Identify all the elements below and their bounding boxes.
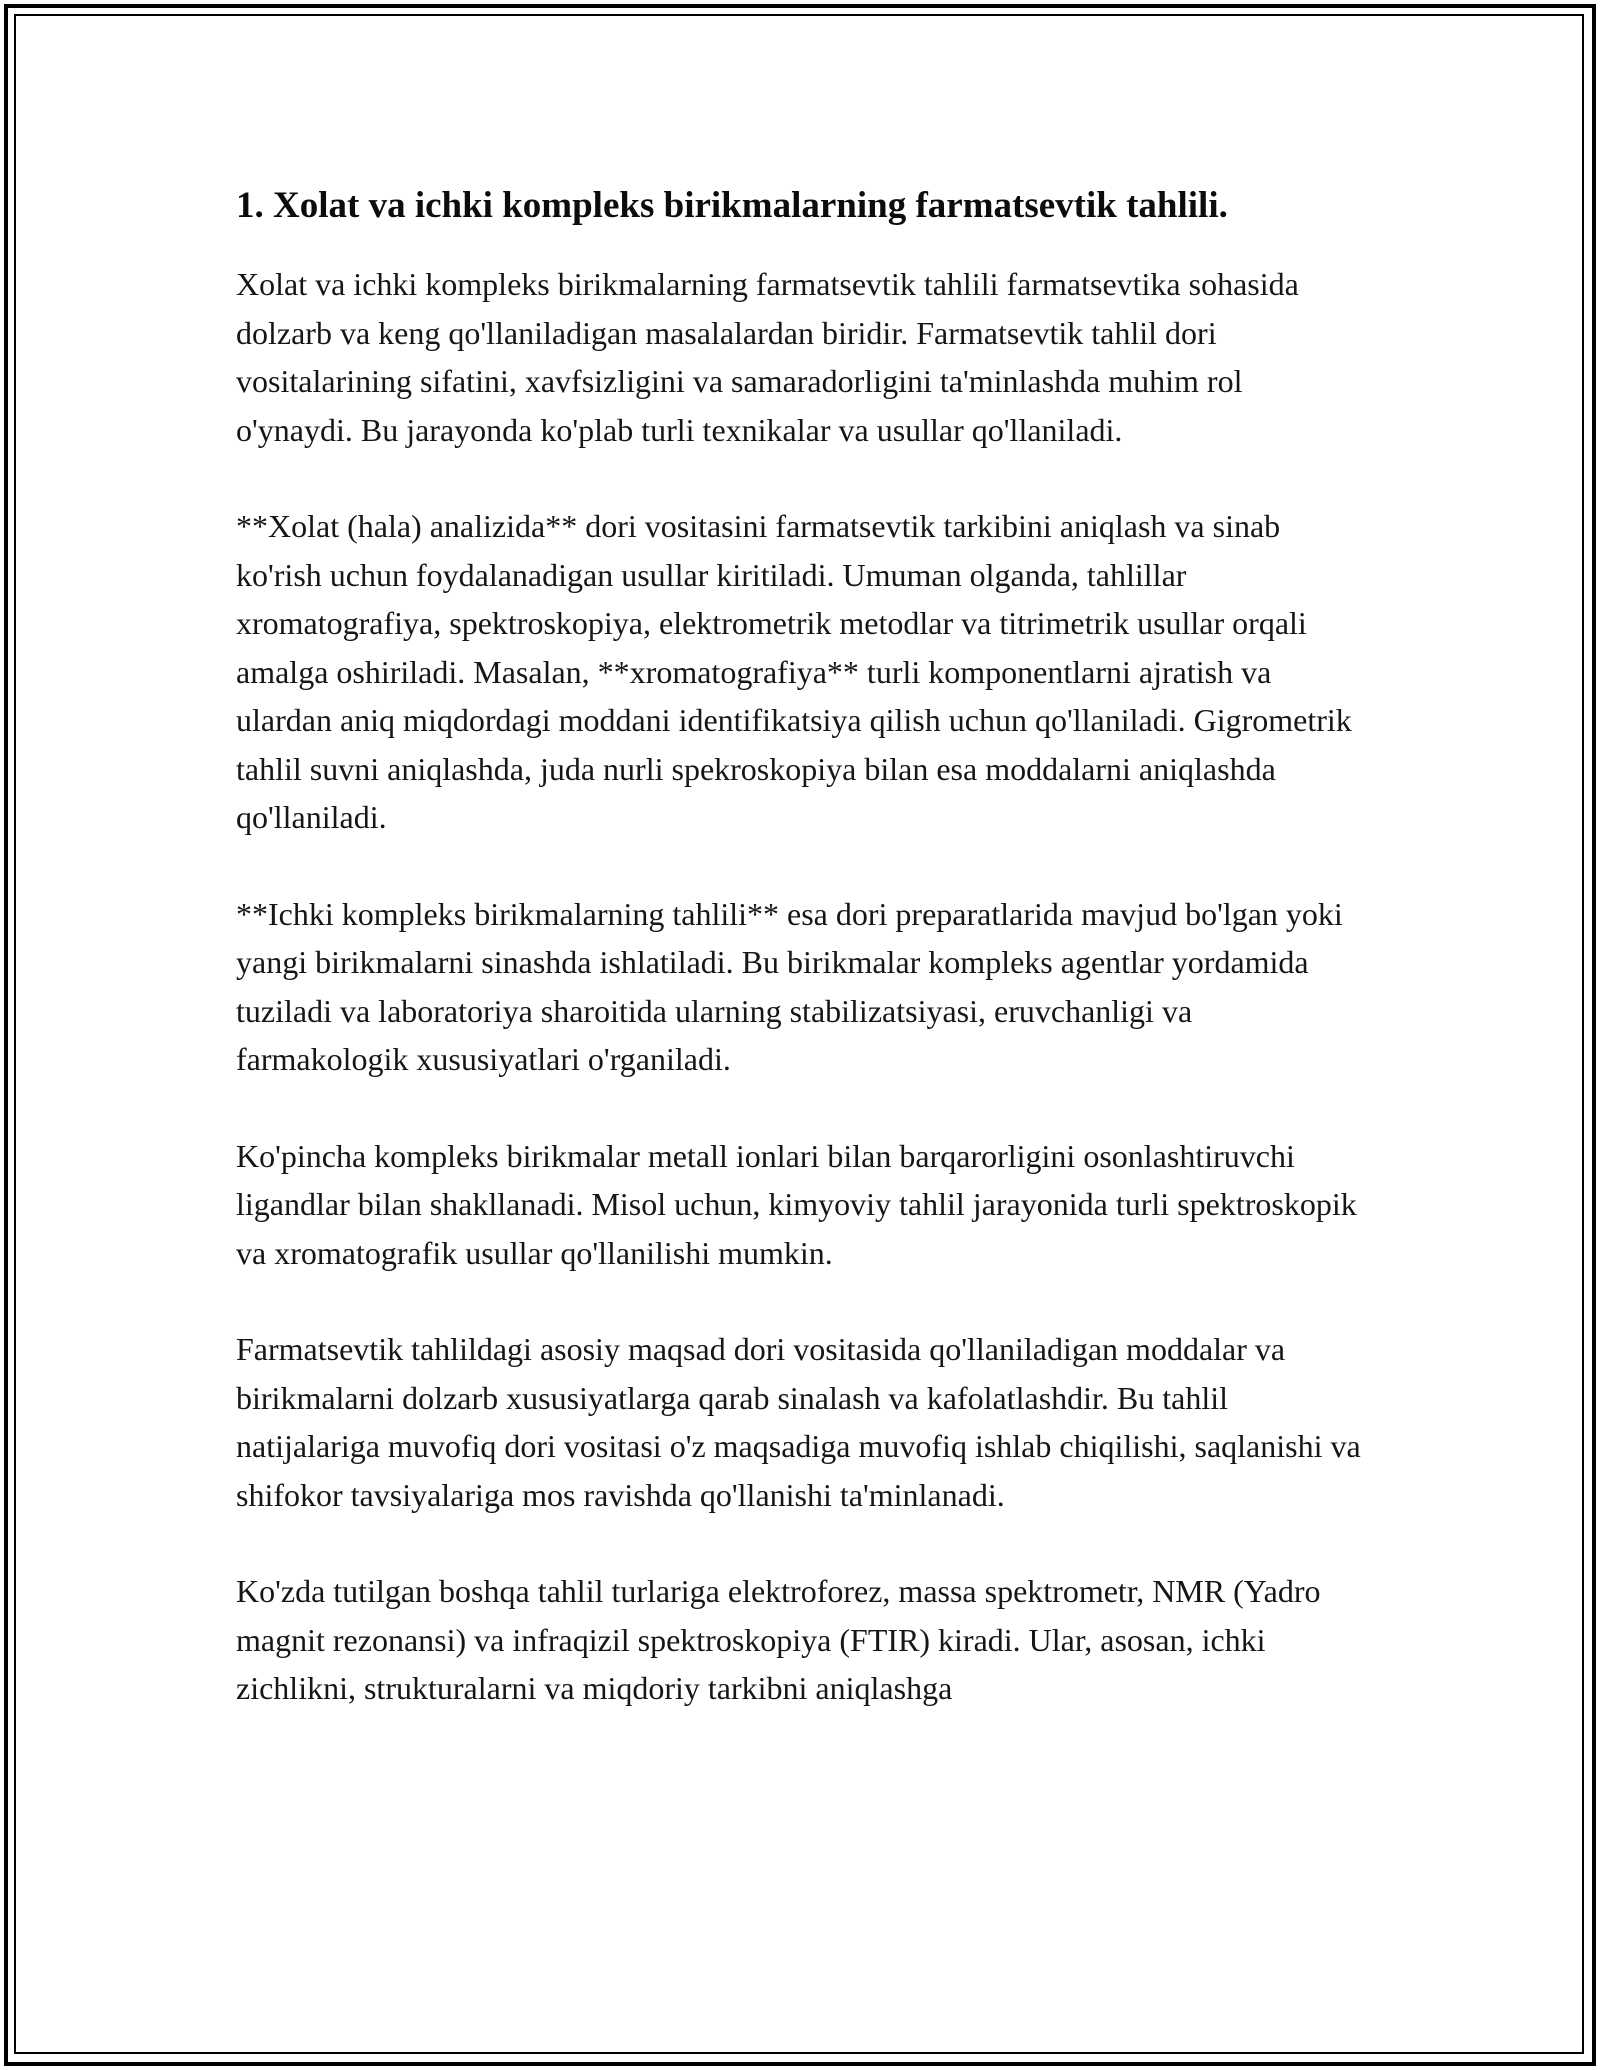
document-body <box>236 180 1366 1761</box>
paragraph-intro: Xolat va ichki kompleks birikmalarning farmatsevtik tahlili farmatsevtika sohasida dolzarb va keng qo'llaniladigan masalalardan biridir. Farmatsevtik tahlil dori vositalarining sifatini, xavfsizligini va samaradorligini ta'minlashda muhim rol o'ynaydi. Bu jarayonda ko'plab turli texnikalar va usullar qo'llaniladi. <box>236 266 1299 448</box>
paragraph-main-goal: Farmatsevtik tahlildagi asosiy maqsad dori vositasida qo'llaniladigan moddalar va birikmalarni dolzarb xususiyatlarga qarab sinalash va kafolatlashdir. Bu tahlil natijalariga muvofiq dori vositasi o'z maqsadiga muvofiq ishlab chiqilishi, saqlanishi va shifokor tavsiyalariga mos ravishda qo'llanishi ta'minlanadi. <box>236 1331 1361 1513</box>
section-heading: 1. Xolat va ichki kompleks birikmalarning farmatsevtik tahlili. <box>236 185 1228 226</box>
paragraph-metal-ligands: Ko'pincha kompleks birikmalar metall ionlari bilan barqarorligini osonlashtiruvchi ligandlar bilan shakllanadi. Misol uchun, kimyoviy tahlil jarayonida turli spektroskopik va xromatografik usullar qo'llanilishi mumkin. <box>236 1137 1357 1271</box>
paragraph-other-methods: Ko'zda tutilgan boshqa tahlil turlariga elektroforez, massa spektrometr, NMR (Yadro magnit rezonansi) va infraqizil spektroskopiya (FTIR) kiradi. Ular, asosan, ichki zichlikni, strukturalarni va miqdoriy tarkibni aniqlashga <box>236 1573 1321 1706</box>
paragraph-state-analysis: **Xolat (hala) analizida** dori vositasini farmatsevtik tarkibini aniqlash va sinab ko'rish uchun foydalanadigan usullar kiritiladi. Umuman olganda, tahlillar xromatografiya, spektroskopiya, elektrometrik metodlar va titrimetrik usullar orqali amalga oshiriladi. Masalan, **xromatografiya** turli komponentlarni ajratish va ulardan aniq miqdordagi moddani identifikatsiya qilish uchun qo'llaniladi. Gigrometrik tahlil suvni aniqlashda, juda nurli spekroskopiya bilan esa moddalarni aniqlashda qo'llaniladi. <box>236 508 1352 835</box>
paragraph-complex-analysis: **Ichki kompleks birikmalarning tahlili** esa dori preparatlarida mavjud bo'lgan yoki yangi birikmalarni sinashda ishlatiladi. Bu birikmalar kompleks agentlar yordamida tuziladi va laboratoriya sharoitida ularning stabilizatsiyasi, eruvchanligi va farmakologik xususiyatlari o'rganiladi. <box>236 895 1343 1077</box>
